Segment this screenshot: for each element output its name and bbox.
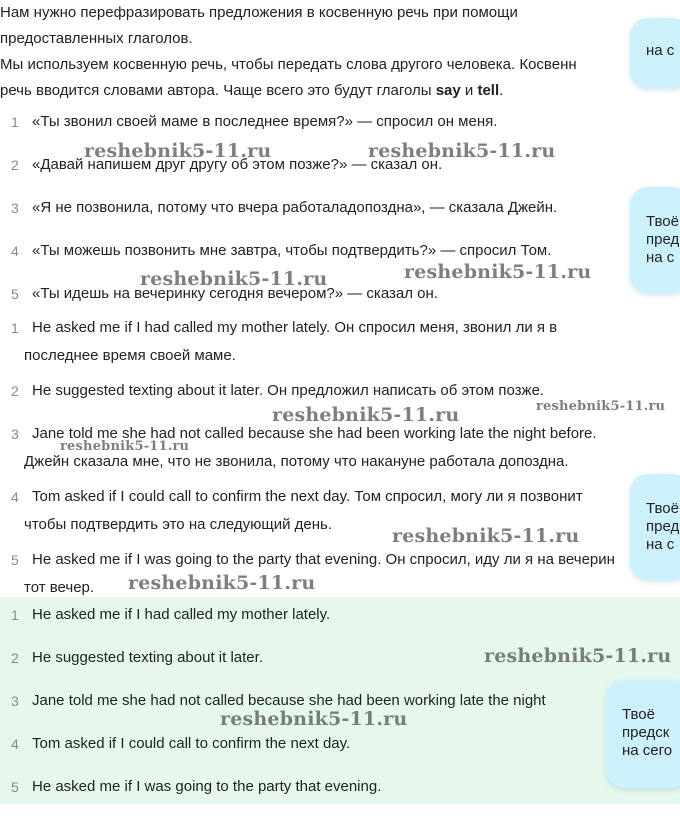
- bubble-text: Твоё: [622, 706, 655, 723]
- item-text: He suggested texting about it later.: [32, 649, 263, 666]
- item-number: 2: [11, 383, 19, 399]
- item-number: 3: [11, 200, 19, 216]
- answer-block: [0, 597, 680, 804]
- watermark: reshebnik5-11.ru: [128, 572, 316, 594]
- item-number: 5: [11, 552, 19, 568]
- watermark: reshebnik5-11.ru: [272, 404, 460, 426]
- item-text: последнее время своей маме.: [24, 347, 236, 364]
- intro-and: и: [460, 82, 478, 99]
- watermark: reshebnik5-11.ru: [484, 645, 672, 667]
- watermark: reshebnik5-11.ru: [140, 268, 328, 290]
- intro-text: [0, 0, 640, 104]
- bubble-text: Твоё: [646, 500, 679, 517]
- bubble-text: пред: [646, 518, 680, 535]
- bubble-text: на сего: [622, 742, 673, 759]
- item-number: 1: [11, 607, 19, 623]
- bubble-text: пред: [646, 231, 680, 248]
- intro-line: Мы используем косвенную речь, чтобы передать слова другого человека. Косвенн: [0, 56, 577, 73]
- assistant-bubble[interactable]: [630, 18, 680, 88]
- item-text: He asked me if I had called my mother lately.: [32, 606, 331, 623]
- bubble-text: предск: [622, 724, 670, 741]
- item-text: He asked me if I was going to the party that evening.: [32, 778, 382, 795]
- assistant-bubble[interactable]: [606, 680, 680, 788]
- intro-line: Нам нужно перефразировать предложения в косвенную речь при помощи: [0, 4, 518, 21]
- item-text: He asked me if I was going to the party that evening. Он спросил, иду ли я на вечерин: [32, 551, 615, 568]
- item-text: «Ты идешь на вечеринку сегодня вечером?» — сказал он.: [32, 285, 438, 302]
- watermark: reshebnik5-11.ru: [392, 525, 580, 547]
- item-number: 2: [11, 650, 19, 666]
- watermark: reshebnik5-11.ru: [84, 140, 272, 162]
- item-number: 4: [11, 243, 19, 259]
- item-text: Jane told me she had not called because she had been working late the night: [32, 692, 546, 709]
- intro-line: предоставленных глаголов.: [0, 30, 193, 47]
- item-number: 3: [11, 693, 19, 709]
- item-text: «Давай напишем друг другу об этом позже?» — сказал он.: [32, 156, 443, 173]
- item-text: Джейн сказала мне, что не звонила, потому что накануне работала допоздна.: [24, 453, 569, 470]
- watermark: reshebnik5-11.ru: [404, 261, 592, 283]
- item-number: 4: [11, 736, 19, 752]
- item-text: He asked me if I had called my mother lately. Он спросил меня, звонил ли я в: [32, 319, 558, 336]
- item-number: 3: [11, 426, 19, 442]
- item-text: «Я не позвонила, потому что вчера работаладопоздна», — сказала Джейн.: [32, 199, 558, 216]
- bubble-text: на с: [646, 249, 675, 266]
- item-number: 4: [11, 489, 19, 505]
- watermark: reshebnik5-11.ru: [220, 708, 408, 730]
- item-number: 1: [11, 320, 19, 336]
- item-number: 2: [11, 157, 19, 173]
- item-text: Tom asked if I could call to confirm the next day.: [32, 735, 351, 752]
- intro-line-text: речь вводится словами автора. Чаще всего это будут глаголы: [0, 82, 436, 99]
- verb-tell: tell: [477, 82, 500, 99]
- bubble-text: Твоё: [646, 213, 679, 230]
- verb-say: say: [435, 82, 461, 99]
- assistant-bubble[interactable]: [630, 474, 680, 580]
- item-text: Jane told me she had not called because she had been working late the night before.: [32, 425, 597, 442]
- item-text: чтобы подтвердить это на следующий день.: [24, 516, 333, 533]
- item-text: Tom asked if I could call to confirm the next day. Том спросил, могу ли я позвонит: [32, 488, 583, 505]
- item-text: тот вечер.: [24, 579, 95, 596]
- item-number: 5: [11, 286, 19, 302]
- item-number: 1: [11, 114, 19, 130]
- bubble-text: на с: [646, 536, 675, 553]
- intro-end: .: [499, 82, 504, 99]
- item-number: 5: [11, 779, 19, 795]
- bubble-text: на с: [646, 42, 675, 59]
- item-text: «Ты можешь позвонить мне завтра, чтобы подтвердить?» — спросил Том.: [32, 242, 552, 259]
- watermark: reshebnik5-11.ru: [536, 399, 666, 414]
- assistant-bubble[interactable]: [630, 187, 680, 293]
- watermark: reshebnik5-11.ru: [368, 140, 556, 162]
- item-text: He suggested texting about it later. Он предложил написать об этом позже.: [32, 382, 545, 399]
- intro-line: [0, 78, 640, 104]
- watermark: reshebnik5-11.ru: [60, 439, 190, 454]
- item-text: «Ты звонил своей маме в последнее время?» — спросил он меня.: [32, 113, 498, 130]
